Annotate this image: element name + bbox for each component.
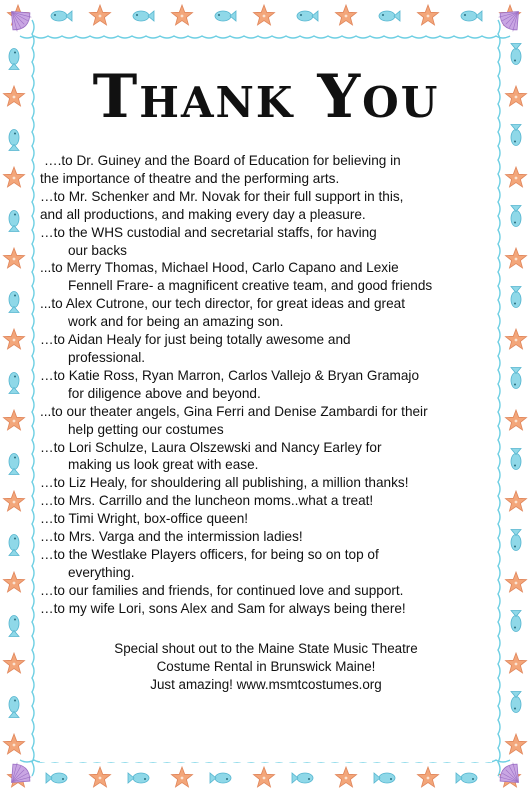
fish-icon — [46, 773, 67, 783]
starfish-icon — [4, 734, 25, 754]
fish-icon — [511, 530, 521, 551]
fish-icon — [511, 449, 521, 470]
thanks-line: ...to our theater angels, Gina Ferri and Denise Zambardi for their — [40, 403, 428, 419]
thanks-line: professional. — [68, 349, 146, 365]
fish-icon — [511, 368, 521, 389]
fish-icon — [379, 11, 400, 21]
starfish-icon — [418, 5, 439, 25]
thanks-line: …to Mr. Schenker and Mr. Novak for their full support in this, — [40, 188, 404, 204]
starfish-icon — [506, 734, 527, 754]
starfish-icon — [254, 767, 275, 787]
fish-icon — [128, 773, 149, 783]
thanks-line: making us look great with ease. — [68, 457, 259, 473]
wave-icon — [32, 20, 34, 776]
fish-icon — [292, 773, 313, 783]
starfish-icon — [4, 86, 25, 106]
fish-icon — [133, 11, 154, 21]
fish-icon — [9, 211, 19, 232]
page-title: Thank You — [92, 62, 440, 132]
fish-icon — [511, 287, 521, 308]
fish-icon — [511, 611, 521, 632]
shout-out — [40, 640, 492, 694]
thanks-line: everything. — [68, 564, 135, 580]
fish-icon — [210, 773, 231, 783]
thanks-line: …to the WHS custodial and secretarial staffs, for having — [40, 224, 377, 240]
thanks-line: ...to Merry Thomas, Michael Hood, Carlo Capano and Lexie — [40, 260, 399, 276]
shout-out-line: Costume Rental in Brunswick Maine! — [156, 658, 376, 674]
thanks-line: our backs — [68, 242, 127, 258]
thanks-line: …to Mrs. Carrillo and the luncheon moms..what a treat! — [40, 493, 374, 509]
starfish-icon — [4, 167, 25, 187]
thanks-line: and all productions, and making every day a pleasure. — [40, 206, 366, 222]
starfish-icon — [4, 329, 25, 349]
shout-out-line: Just amazing! www.msmtcostumes.org — [150, 676, 382, 692]
starfish-icon — [4, 410, 25, 430]
starfish-icon — [418, 767, 439, 787]
thanks-line: …to my wife Lori, sons Alex and Sam for always being there! — [40, 600, 406, 616]
fish-icon — [9, 697, 19, 718]
fish-icon — [9, 49, 19, 70]
fish-icon — [456, 773, 477, 783]
thanks-line: …to Timi Wright, box-office queen! — [40, 511, 249, 527]
starfish-icon — [506, 86, 527, 106]
starfish-icon — [172, 767, 193, 787]
starfish-icon — [336, 5, 357, 25]
wave-icon — [20, 36, 510, 38]
fish-icon — [215, 11, 236, 21]
fish-icon — [511, 44, 521, 65]
fish-icon — [297, 11, 318, 21]
thanks-line: work and for being an amazing son. — [68, 314, 284, 330]
thanks-line: the importance of theatre and the performing arts. — [40, 170, 340, 186]
starfish-icon — [90, 5, 111, 25]
starfish-icon — [4, 653, 25, 673]
starfish-icon — [506, 410, 527, 430]
starfish-icon — [506, 329, 527, 349]
fish-icon — [9, 535, 19, 556]
starfish-icon — [4, 572, 25, 592]
starfish-icon — [506, 491, 527, 511]
starfish-icon — [254, 5, 275, 25]
starfish-icon — [506, 167, 527, 187]
acknowledgement-list — [40, 152, 492, 618]
starfish-icon — [4, 491, 25, 511]
fish-icon — [461, 11, 482, 21]
starfish-icon — [90, 767, 111, 787]
fish-icon — [9, 616, 19, 637]
starfish-icon — [336, 767, 357, 787]
fish-icon — [9, 454, 19, 475]
thanks-line: …to Aidan Healy for just being totally awesome and — [40, 332, 351, 348]
fish-icon — [511, 125, 521, 146]
fish-icon — [9, 292, 19, 313]
thanks-line: …to Mrs. Varga and the intermission ladies! — [40, 529, 303, 545]
fish-icon — [511, 206, 521, 227]
fish-icon — [51, 11, 72, 21]
starfish-icon — [172, 5, 193, 25]
thanks-line: ...to Alex Cutrone, our tech director, for great ideas and great — [40, 296, 405, 312]
thanks-line: ….to Dr. Guiney and the Board of Education for believing in — [44, 153, 401, 168]
starfish-icon — [506, 248, 527, 268]
seashell-icon — [496, 760, 527, 791]
seashell-icon — [3, 760, 34, 791]
wave-icon — [498, 20, 500, 776]
thanks-line: …to Liz Healy, for shouldering all publishing, a million thanks! — [40, 475, 409, 491]
thanks-line: help getting our costumes — [68, 421, 224, 437]
thanks-line: …to Katie Ross, Ryan Marron, Carlos Vallejo & Bryan Gramajo — [40, 367, 420, 383]
thanks-line: …to the Westlake Players officers, for being so on top of — [40, 546, 379, 562]
fish-icon — [374, 773, 395, 783]
thanks-line: …to Lori Schulze, Laura Olszewski and Nancy Earley for — [40, 439, 382, 455]
fish-icon — [9, 130, 19, 151]
thank-you-card — [40, 46, 492, 762]
thanks-line: Fennell Frare- a magnificent creative team, and good friends — [68, 278, 433, 294]
thanks-line: …to our families and friends, for continued love and support. — [40, 582, 404, 598]
fish-icon — [511, 692, 521, 713]
shout-out-line: Special shout out to the Maine State Music Theatre — [114, 640, 418, 656]
thanks-line: for diligence above and beyond. — [68, 385, 261, 401]
fish-icon — [9, 373, 19, 394]
starfish-icon — [506, 572, 527, 592]
starfish-icon — [4, 248, 25, 268]
starfish-icon — [506, 653, 527, 673]
